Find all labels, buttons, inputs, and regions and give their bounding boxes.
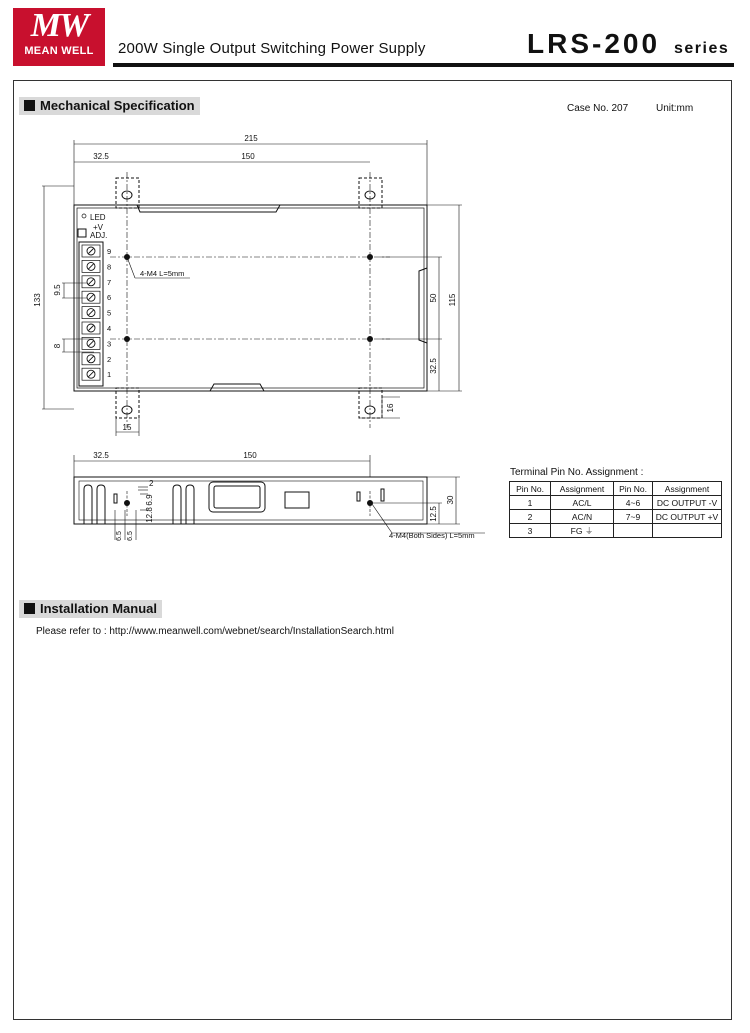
side-dim-6-5-b: 6.5: [127, 531, 134, 541]
side-dim-2: 2: [149, 479, 154, 488]
table-cell: FG ⏚: [551, 524, 614, 538]
terminal-number: 5: [107, 308, 112, 318]
side-dim-6-9: 6.9: [145, 494, 154, 506]
side-dim-6-5-a: 6.5: [116, 531, 123, 541]
terminal-number: 2: [107, 354, 112, 364]
terminal-number: 9: [107, 247, 112, 256]
table-cell: DC OUTPUT -V: [653, 496, 722, 510]
header-pin-no-2: Pin No.: [614, 482, 653, 496]
table-row: [510, 496, 722, 510]
terminal-table-title: Terminal Pin No. Assignment :: [510, 467, 644, 478]
mechanical-spec-heading-text: Mechanical Specification: [40, 98, 195, 113]
dim-50: 50: [429, 293, 438, 303]
table-row: [510, 510, 722, 524]
dim-15: 15: [122, 423, 132, 432]
side-dim-12-8: 12.8: [145, 507, 154, 523]
dim-32-5-top: 32.5: [93, 152, 109, 161]
side-dim-30: 30: [446, 495, 455, 505]
plus-v-label: +V: [93, 223, 104, 232]
dim-115: 115: [448, 293, 457, 307]
terminal-number: 4: [107, 324, 112, 333]
table-header-row: [510, 482, 722, 496]
table-cell: AC/N: [551, 510, 614, 524]
table-cell: DC OUTPUT +V: [653, 510, 722, 524]
side-dim-32-5: 32.5: [93, 451, 109, 460]
installation-link-text[interactable]: Please refer to : http://www.meanwell.com/webnet/search/InstallationSearch.html: [36, 626, 394, 637]
table-cell: AC/L: [551, 496, 614, 510]
dim-133: 133: [33, 293, 42, 307]
side-mount-note: 4-M4(Both Sides) L=5mm: [389, 531, 475, 540]
logo-name: MEAN WELL: [24, 45, 94, 57]
installation-heading-text: Installation Manual: [40, 601, 158, 616]
dim-16: 16: [386, 403, 395, 413]
side-dim-150: 150: [243, 451, 257, 460]
terminal-pin-table: [509, 481, 722, 538]
table-cell: 3: [510, 524, 551, 538]
dim-32-5-right: 32.5: [429, 358, 438, 374]
table-cell: [614, 524, 653, 538]
table-cell: 2: [510, 510, 551, 524]
dim-150-top: 150: [241, 152, 255, 161]
adj-label: ADJ.: [90, 231, 108, 240]
series-label: series: [674, 40, 730, 57]
dim-8: 8: [53, 343, 62, 349]
table-cell: 1: [510, 496, 551, 510]
terminal-number: 8: [107, 262, 112, 272]
model-title: LRS-200: [527, 28, 661, 59]
dim-9-5: 9.5: [53, 284, 62, 296]
top-mount-note: 4-M4 L=5mm: [140, 269, 185, 278]
terminal-number: 1: [107, 370, 112, 380]
logo-mw: MW: [30, 7, 88, 44]
header-assignment-1: Assignment: [551, 482, 614, 496]
terminal-number: 7: [107, 277, 112, 287]
table-cell: 7~9: [614, 510, 653, 524]
table-cell: [653, 524, 722, 538]
installation-manual-heading: [19, 600, 162, 618]
terminal-number: 3: [107, 339, 112, 349]
terminal-number: 6: [107, 293, 112, 303]
led-label: LED: [90, 213, 106, 222]
header-pin-no-1: Pin No.: [510, 482, 551, 496]
table-row: [510, 524, 722, 538]
header-assignment-2: Assignment: [653, 482, 722, 496]
heading-square-icon: [24, 603, 35, 614]
dim-215: 215: [244, 134, 258, 143]
unit-label: Unit:mm: [656, 103, 694, 114]
side-dim-12-5: 12.5: [429, 506, 438, 522]
table-cell: 4~6: [614, 496, 653, 510]
document-subtitle: 200W Single Output Switching Power Supply: [118, 40, 426, 57]
case-number: Case No. 207: [567, 103, 629, 114]
